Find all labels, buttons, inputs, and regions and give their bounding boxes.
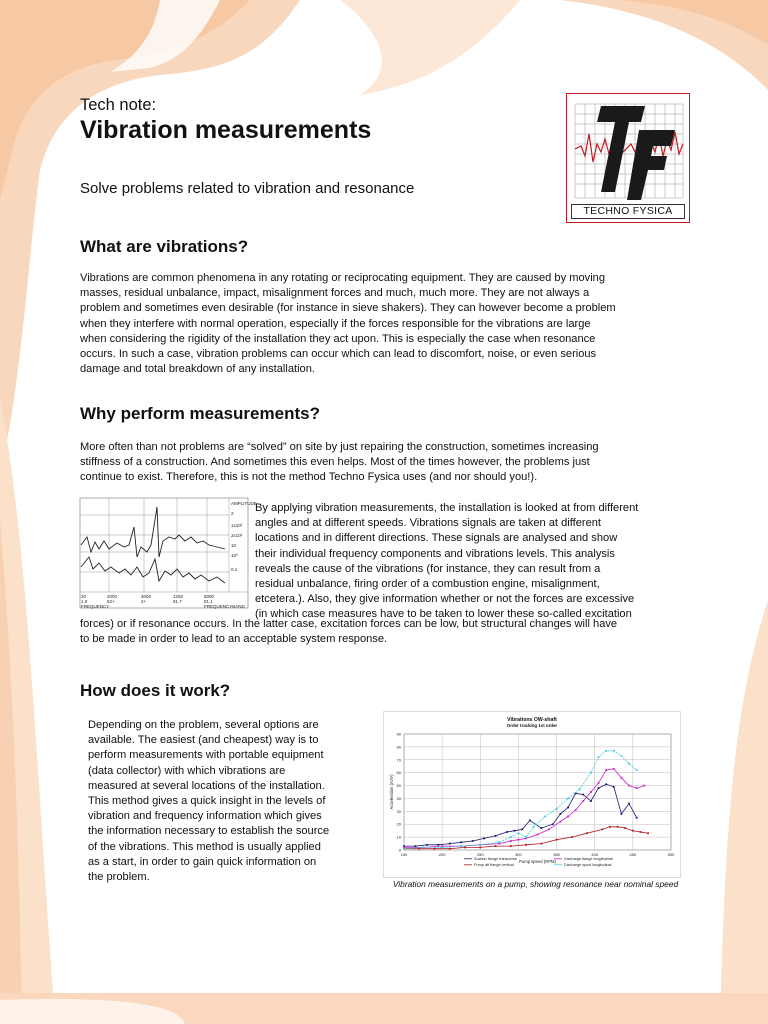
y-tick-label: 40 [396,795,401,801]
data-point [582,800,584,802]
data-point [449,848,451,850]
data-point [647,832,649,834]
logo-letter-f [627,130,675,200]
paragraph-line: stiffness of a construction. And sometimes this even helps. Most of the times however, the problems just [80,456,590,469]
paragraph-what [80,271,689,377]
y-tick-label: 0 [398,847,401,853]
spectrum-x-label-right: FREQUENCYBAND [204,604,245,609]
spectrum-right-label: AMPLITUDE [231,501,257,506]
data-point [590,800,592,802]
spectrum-x-tick: 1250 [173,594,184,599]
legend-entry: Suction flange transverse [474,857,517,861]
data-point [498,841,500,843]
x-tick-label: 500 [667,852,675,857]
page-subtitle: Solve problems related to vibration and resonance [80,180,415,197]
spectrum-x-label: FREQUENCY [81,604,110,609]
chart-title: Vibrations OW-shaft [507,717,557,723]
paragraph-line: This method gives a quick insight in the levels of [88,795,326,808]
data-point [640,831,642,833]
paragraph-line: perform measurements with portable equipment [88,749,324,762]
spectrum-x-tick-second: 81.1 [204,599,213,604]
data-point [533,826,535,828]
y-tick-label: 80 [396,744,401,750]
spectrum-x-tick-second: 81.7 [173,599,182,604]
paragraph-line: when they interfere with normal operation, especially if the forces responsible for the vibrations are large [80,317,591,330]
x-tick-label: 300 [515,852,522,857]
paragraph-line: the information necessary to establish the source [88,825,330,838]
paragraph-line: their individual frequency components and vibrations levels. This analysis [255,547,615,560]
spectrum-right-label: 10⁰ [231,553,238,558]
paragraph-why-wrap [255,501,689,623]
data-point [537,834,539,836]
y-tick-label: 70 [396,757,401,763]
paragraph-line: (data collector) with which vibrations are [88,764,286,777]
paragraph-line: vibration and frequency information which gives [88,810,322,823]
data-point [434,848,436,850]
data-point [632,830,634,832]
data-point [472,840,474,842]
data-point [510,840,512,842]
paragraph-line: problem and sometimes even desirable (for instance in sieve shakers). They can however become a problem [80,302,616,315]
data-point [613,750,615,752]
spectrum-right-label: 2x10² [231,533,243,538]
spectrum-x-tick: 5000 [204,594,215,599]
data-point [609,826,611,828]
data-point [525,836,527,838]
section-heading-how: How does it work? [80,681,231,700]
paragraph-line: Vibrations are common phenomena in any rotating or reciprocating equipment. They are caused by moving [80,272,605,284]
chart-svg [384,712,680,877]
data-point [418,848,420,850]
chart-caption: Vibration measurements on a pump, showing resonance near nominal speed [392,879,679,889]
data-point [575,809,577,811]
data-point [437,844,439,846]
paragraph-line: More often than not problems are “solved” on site by just repairing the construction, sometimes increasing [80,441,599,453]
data-point [403,848,405,850]
paragraph-line: (in which case measures have to be taken to lower these so-called excitation [255,608,632,621]
data-point [525,844,527,846]
data-point [559,821,561,823]
vibration-line-chart [383,711,681,878]
logo-graphic [567,94,689,204]
data-point [422,847,424,849]
data-point [518,832,520,834]
data-point [605,769,607,771]
data-point [628,803,630,805]
data-point [598,787,600,789]
data-point [544,816,546,818]
page-title: Vibration measurements [80,116,372,144]
paragraph-line: etcetera.). Also, they give information whether or not the forces are excessive [255,593,635,606]
paragraph-line: measured at several locations of the installation. [88,779,325,792]
data-point [605,783,607,785]
x-tick-label: 150 [400,852,408,857]
data-point [567,807,569,809]
data-point [521,828,523,830]
paragraph-line: when considering the rigidity of the installation they act upon. This is especially the case when resonance [80,332,596,345]
spectrum-graph [79,497,257,609]
y-tick-label: 20 [396,821,401,827]
spectrum-x-tick-second: 52+ [107,599,115,604]
y-axis-label: Acceleration (m/s²) [389,774,394,810]
spectrum-x-tick: 3000 [141,594,152,599]
data-point [479,847,481,849]
data-point [579,789,581,791]
data-point [548,828,550,830]
data-point [540,843,542,845]
legend-entry: Pump aft flange vertical [474,863,514,867]
data-point [460,845,462,847]
paragraph-line-last: continue to exist. Therefore, this is not the method Techno Fysica uses (and nor should you!). [80,471,538,484]
paragraph-how [88,718,364,885]
plot-area [404,734,671,850]
paragraph-line: of the vibrations. This method is usually applied [88,840,321,853]
data-point [441,847,443,849]
data-point [556,839,558,841]
data-point [628,763,630,765]
y-tick-label: 60 [396,770,401,776]
legend-entry: Discharge flange longitudinal [564,857,613,861]
paragraph-line: masses, residual unbalance, impact, misalignment forces and much, much more. They are not always a [80,287,590,300]
data-point [598,782,600,784]
data-point [510,845,512,847]
data-point [567,798,569,800]
y-tick-label: 10 [396,834,401,840]
data-point [571,836,573,838]
data-point [613,786,615,788]
x-tick-label: 250 [476,852,484,857]
data-point [567,816,569,818]
spectrum-x-tick-second: 1.0 [81,599,88,604]
x-axis-label: Pump speed (RPM) [519,859,556,864]
paragraph-line: forces) or if resonance occurs. In the latter case, excitation forces can be low, but structural changes will have [80,618,618,630]
paragraph-line-last: to be made in order to lead to an acceptable system response. [80,633,388,646]
data-point [552,823,554,825]
frequency-spectrum-figure [79,497,257,609]
paragraph-line: available. The easiest (and cheapest) way is to [88,734,319,747]
data-point [636,817,638,819]
data-point [621,755,623,757]
paragraph-line: occurs. In such a case, vibration problems can occur which can lead to discomfort, noise, or even serious [80,348,597,361]
data-point [590,772,592,774]
data-point [605,750,607,752]
spectrum-x-tick: 2000 [107,594,118,599]
y-tick-label: 30 [396,808,401,814]
paragraph-line: By applying vibration measurements, the installation is looked at from different [255,502,639,514]
paragraph-why-intro [80,440,689,486]
data-point [506,831,508,833]
spectrum-right-label: 2 [231,511,234,516]
data-point [495,845,497,847]
data-point [636,787,638,789]
data-point [449,843,451,845]
x-tick-label: 350 [553,852,560,857]
section-heading-why: Why perform measurements? [80,404,320,423]
paragraph-why-tail [80,617,689,647]
legend-entry: Discharge spool longitudinal [564,863,612,867]
paragraph-line: reveals the cause of the vibrations (for instance, they can result from a [255,562,601,575]
data-point [460,841,462,843]
data-point [426,844,428,846]
paragraph-line-last: the problem. [88,871,150,884]
data-point [628,785,630,787]
data-point [483,838,485,840]
data-point [582,794,584,796]
logo-company-name: TECHNO FYSICA [571,204,685,219]
spectrum-right-label: 0.1 [231,567,238,572]
tech-note-label: Tech note: [80,96,157,114]
data-point [613,768,615,770]
data-point [559,813,561,815]
spectrum-right-label: 1x10² [231,523,243,528]
data-point [479,844,481,846]
data-point [556,808,558,810]
data-point [601,828,603,830]
data-point [518,839,520,841]
x-tick-label: 400 [591,852,599,857]
data-point [510,836,512,838]
x-tick-label: 200 [438,852,446,857]
y-tick-label: 50 [396,783,401,789]
paragraph-line-last: damage and total breakdown of any installation. [80,363,315,376]
data-point [617,826,619,828]
techno-fysica-logo [566,93,690,223]
spectrum-right-label: 10 [231,543,237,548]
y-tick-label: 90 [396,731,401,737]
data-point [621,813,623,815]
data-point [540,827,542,829]
paragraph-line: as a start, in order to gain quick information on [88,855,317,868]
data-point [624,827,626,829]
data-point [464,847,466,849]
data-point [598,756,600,758]
data-point [514,830,516,832]
data-point [529,819,531,821]
paragraph-line: angles and at different speeds. Vibrations signals are taken at different [255,517,601,530]
data-point [643,785,645,787]
data-point [415,845,417,847]
data-point [495,835,497,837]
spectrum-x-tick-second: 2+ [141,599,147,604]
data-point [636,769,638,771]
spectrum-x-tick: 20 [81,594,87,599]
paragraph-line: locations and in different directions. These signals are analysed and show [255,532,618,545]
section-heading-what: What are vibrations? [80,237,249,256]
chart-subtitle: Order tracking 1st order [506,723,558,728]
paragraph-line: residual unbalance, firing order of a combustion engine, misalignment, [255,578,600,591]
data-point [586,832,588,834]
paragraph-line: Depending on the problem, several options are [88,719,319,731]
x-tick-label: 450 [629,852,637,857]
data-point [590,791,592,793]
data-point [621,777,623,779]
